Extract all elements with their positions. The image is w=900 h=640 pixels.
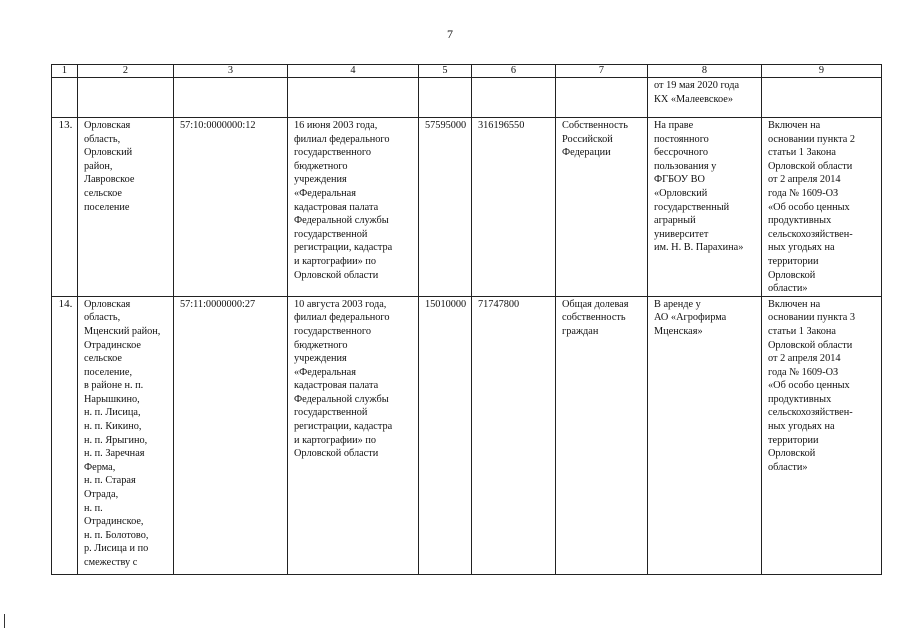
- cadastral-number-cell: 57:10:0000000:12: [174, 118, 288, 297]
- table-cell: [78, 78, 174, 118]
- cadastral-number-cell: 57:11:0000000:27: [174, 296, 288, 574]
- table-row: [52, 296, 882, 574]
- column-header: 8: [648, 65, 762, 78]
- column-number-row: [52, 65, 882, 78]
- value-cell: 316196550: [472, 118, 556, 297]
- right-cell: На праве постоянного бессрочного пользования у ФГБОУ ВО «Орловский государственный аграрный университет им. Н. В. Парахина»: [648, 118, 762, 297]
- table-cell: [762, 78, 882, 118]
- land-register-table: [51, 64, 882, 575]
- page-number: 7: [447, 27, 453, 41]
- table-cell: [472, 78, 556, 118]
- column-header: 1: [52, 65, 78, 78]
- column-header: 9: [762, 65, 882, 78]
- registration-cell: 10 августа 2003 года, филиал федерального государственного бюджетного учреждения «Федеральная кадастровая палата Федеральной службы государственной регистрации, кадастра и картографии» по Орловской области: [288, 296, 419, 574]
- table-cell: [288, 78, 419, 118]
- basis-cell: Включен на основании пункта 3 статьи 1 Закона Орловской области от 2 апреля 2014 года № 1609-ОЗ «Об особо ценных продуктивных сельскохозяйствен- ных угодьях на территории Орловской области»: [762, 296, 882, 574]
- table-cell: [52, 78, 78, 118]
- table-cell: от 19 мая 2020 года КХ «Малеевское»: [648, 78, 762, 118]
- table-cell: [419, 78, 472, 118]
- column-header: 4: [288, 65, 419, 78]
- table-row: [52, 118, 882, 297]
- margin-mark: [4, 614, 5, 628]
- column-header: 5: [419, 65, 472, 78]
- location-cell: Орловская область, Мценский район, Отрадинское сельское поселение, в районе н. п. Нарышкино, н. п. Лисица, н. п. Кикино, н. п. Ярыгино, н. п. Заречная Ферма, н. п. Старая Отрада, н. п. Отрадинское, н. п. Болотово, р. Лисица и по смежеству с: [78, 296, 174, 574]
- registration-cell: 16 июня 2003 года, филиал федерального государственного бюджетного учреждения «Федеральная кадастровая палата Федеральной службы государственной регистрации, кадастра и картографии» по Орловской области: [288, 118, 419, 297]
- column-header: 7: [556, 65, 648, 78]
- value-cell: 71747800: [472, 296, 556, 574]
- area-cell: 15010000: [419, 296, 472, 574]
- row-number: 13.: [52, 118, 78, 297]
- right-cell: В аренде у АО «Агрофирма Мценская»: [648, 296, 762, 574]
- ownership-cell: Собственность Российской Федерации: [556, 118, 648, 297]
- area-cell: 57595000: [419, 118, 472, 297]
- column-header: 6: [472, 65, 556, 78]
- column-header: 2: [78, 65, 174, 78]
- column-header: 3: [174, 65, 288, 78]
- row-number: 14.: [52, 296, 78, 574]
- table-cell: [174, 78, 288, 118]
- location-cell: Орловская область, Орловский район, Лавровское сельское поселение: [78, 118, 174, 297]
- table-cell: [556, 78, 648, 118]
- ownership-cell: Общая долевая собственность граждан: [556, 296, 648, 574]
- basis-cell: Включен на основании пункта 2 статьи 1 Закона Орловской области от 2 апреля 2014 года № 1609-ОЗ «Об особо ценных продуктивных сельскохозяйствен- ных угодьях на территории Орловской области»: [762, 118, 882, 297]
- continuation-row: [52, 78, 882, 118]
